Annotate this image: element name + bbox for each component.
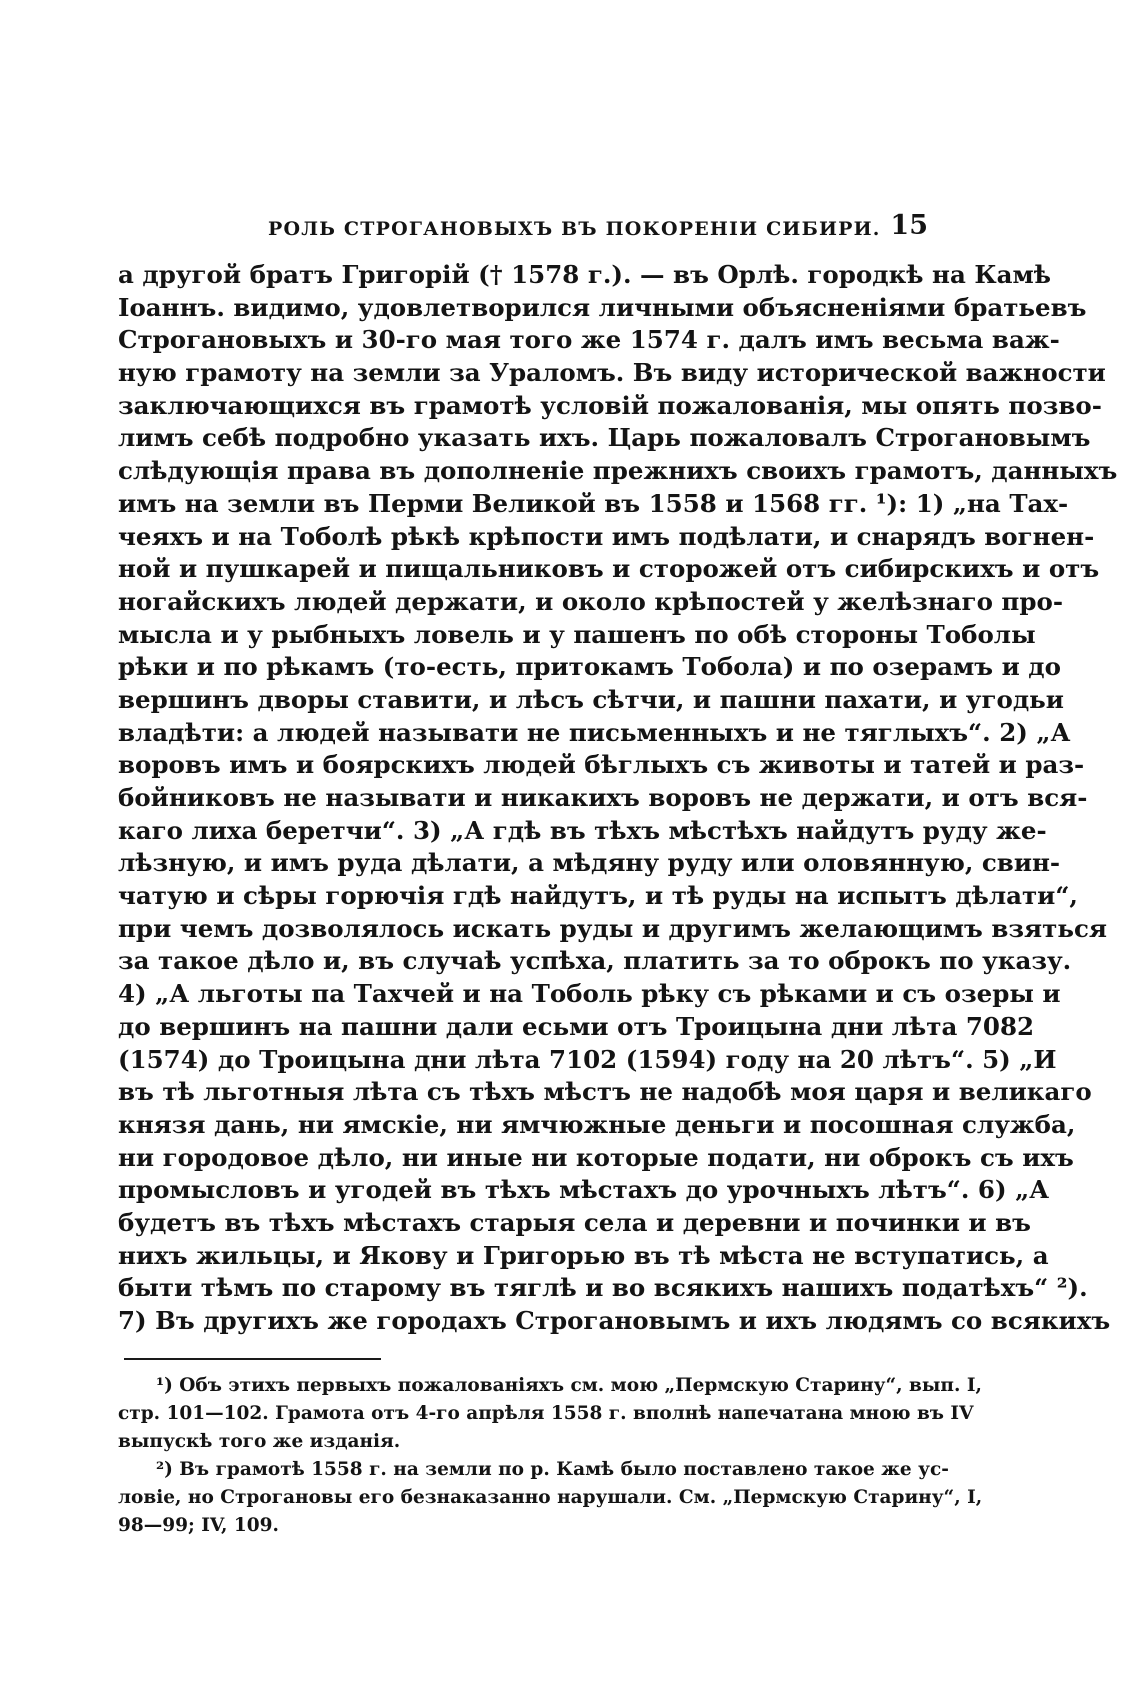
text-line: 4) „А льготы па Тахчей и на Тоболь рѣку съ рѣками и съ озеры и	[118, 979, 1061, 1009]
text-line: имъ на земли въ Перми Великой въ 1558 и 1568 гг. ¹): 1) „на Тах-	[118, 488, 1069, 518]
footnote-divider	[124, 1358, 381, 1360]
text-line: слѣдующія права въ дополненіе прежнихъ своихъ грамотъ, данныхъ	[118, 456, 1118, 486]
text-line: ную грамоту на земли за Ураломъ. Въ виду исторической важности	[118, 358, 1106, 388]
text-line: 7) Въ другихъ же городахъ Строгановымъ и ихъ людямъ со всякихъ	[118, 1306, 1111, 1335]
text-line: рѣки и по рѣкамъ (то-есть, притокамъ Тобола) и по озерамъ и до	[118, 652, 1061, 682]
text-line: (1574) до Троицына дни лѣта 7102 (1594) году на 20 лѣтъ“. 5) „И	[118, 1044, 1057, 1074]
footnote-line: 98—99; IV, 109.	[118, 1515, 279, 1536]
text-line: чатую и сѣры горючія гдѣ найдутъ, и тѣ руды на испытъ дѣлати“,	[118, 881, 1078, 911]
text-line: въ тѣ льготныя лѣта съ тѣхъ мѣстъ не надобѣ моя царя и великаго	[118, 1077, 1092, 1107]
text-line: лимъ себѣ подробно указать ихъ. Царь пожаловалъ Строгановымъ	[118, 423, 1091, 453]
page-header	[118, 210, 936, 250]
text-line: нихъ жильцы, и Якову и Григорью въ тѣ мѣста не вступатись, а	[118, 1240, 1049, 1270]
text-line: мысла и у рыбныхъ ловель и у пашенъ по обѣ стороны Тоболы	[118, 619, 1036, 649]
text-line: бойниковъ не называти и никакихъ воровъ не держати, и отъ вся-	[118, 783, 1088, 812]
text-line: а другой братъ Григорій († 1578 г.). — въ Орлѣ. городкѣ на Камѣ	[118, 260, 1052, 289]
text-line: каго лиха беретчи“. 3) „А гдѣ въ тѣхъ мѣстѣхъ найдутъ руду же-	[118, 815, 1047, 845]
text-line: ногайскихъ людей держати, и около крѣпостей у желѣзнаго про-	[118, 586, 1064, 616]
page-number: 15	[890, 210, 928, 241]
text-line: воровъ имъ и боярскихъ людей бѣглыхъ съ животы и татей и раз-	[118, 750, 1085, 780]
footnote-line: ¹) Объ этихъ первыхъ пожалованіяхъ см. мою „Пермскую Старину“, вып. I,	[156, 1375, 982, 1396]
text-line: Строгановыхъ и 30-го мая того же 1574 г. далъ имъ весьма важ-	[118, 325, 1060, 355]
body-text	[118, 259, 1118, 1338]
text-line: ни городовое дѣло, ни иные ни которые подати, ни оброкъ съ ихъ	[118, 1142, 1074, 1172]
text-line: князя дань, ни ямскіе, ни ямчюжные деньги и посошная служба,	[118, 1109, 1076, 1139]
footnote-line: ²) Въ грамотѣ 1558 г. на земли по р. Камѣ было поставлено такое же ус-	[156, 1459, 949, 1480]
footnotes	[118, 1372, 983, 1540]
footnote-line: выпускѣ того же изданія.	[118, 1431, 401, 1452]
text-line: чеяхъ и на Тоболѣ рѣкѣ крѣпости имъ подѣлати, и снарядъ вогнен-	[118, 521, 1095, 551]
footnote-line: ловіе, но Строгановы его безнаказанно нарушали. См. „Пермскую Старину“, I,	[118, 1487, 983, 1508]
text-line: при чемъ дозволялось искать руды и другимъ желающимъ взяться	[118, 913, 1107, 943]
text-line: заключающихся въ грамотѣ условій пожалованія, мы опять позво-	[118, 390, 1102, 420]
text-line: будетъ въ тѣхъ мѣстахъ старыя села и деревни и починки и въ	[118, 1207, 1031, 1237]
text-line: до вершинъ на пашни дали есьми отъ Троицына дни лѣта 7082	[118, 1011, 1035, 1041]
footnote-line: стр. 101—102. Грамота отъ 4-го апрѣля 1558 г. вполнѣ напечатана мною въ IV	[118, 1403, 974, 1424]
text-line: ной и пушкарей и пищальниковъ и сторожей отъ сибирскихъ и отъ	[118, 554, 1100, 584]
running-title: РОЛЬ СТРОГАНОВЫХЪ ВЪ ПОКОРЕНІИ СИБИРИ.	[268, 218, 881, 240]
text-line: лѣзную, и имъ руда дѣлати, а мѣдяну руду или оловянную, свин-	[118, 848, 1061, 878]
text-line: промысловъ и угодей въ тѣхъ мѣстахъ до урочныхъ лѣтъ“. 6) „А	[118, 1175, 1050, 1205]
text-line: быти тѣмъ по старому въ тяглѣ и во всякихъ нашихъ податѣхъ“ ²).	[118, 1273, 1088, 1303]
text-line: Іоаннъ. видимо, удовлетворился личными объясненіями братьевъ	[118, 292, 1087, 322]
text-line: владѣти: а людей называти не письменныхъ и не тяглыхъ“. 2) „А	[118, 717, 1071, 747]
text-line: за такое дѣло и, въ случаѣ успѣха, платить за то оброкъ по указу.	[118, 946, 1072, 976]
text-line: вершинъ дворы ставити, и лѣсъ сѣтчи, и пашни пахати, и угодьи	[118, 684, 1064, 714]
